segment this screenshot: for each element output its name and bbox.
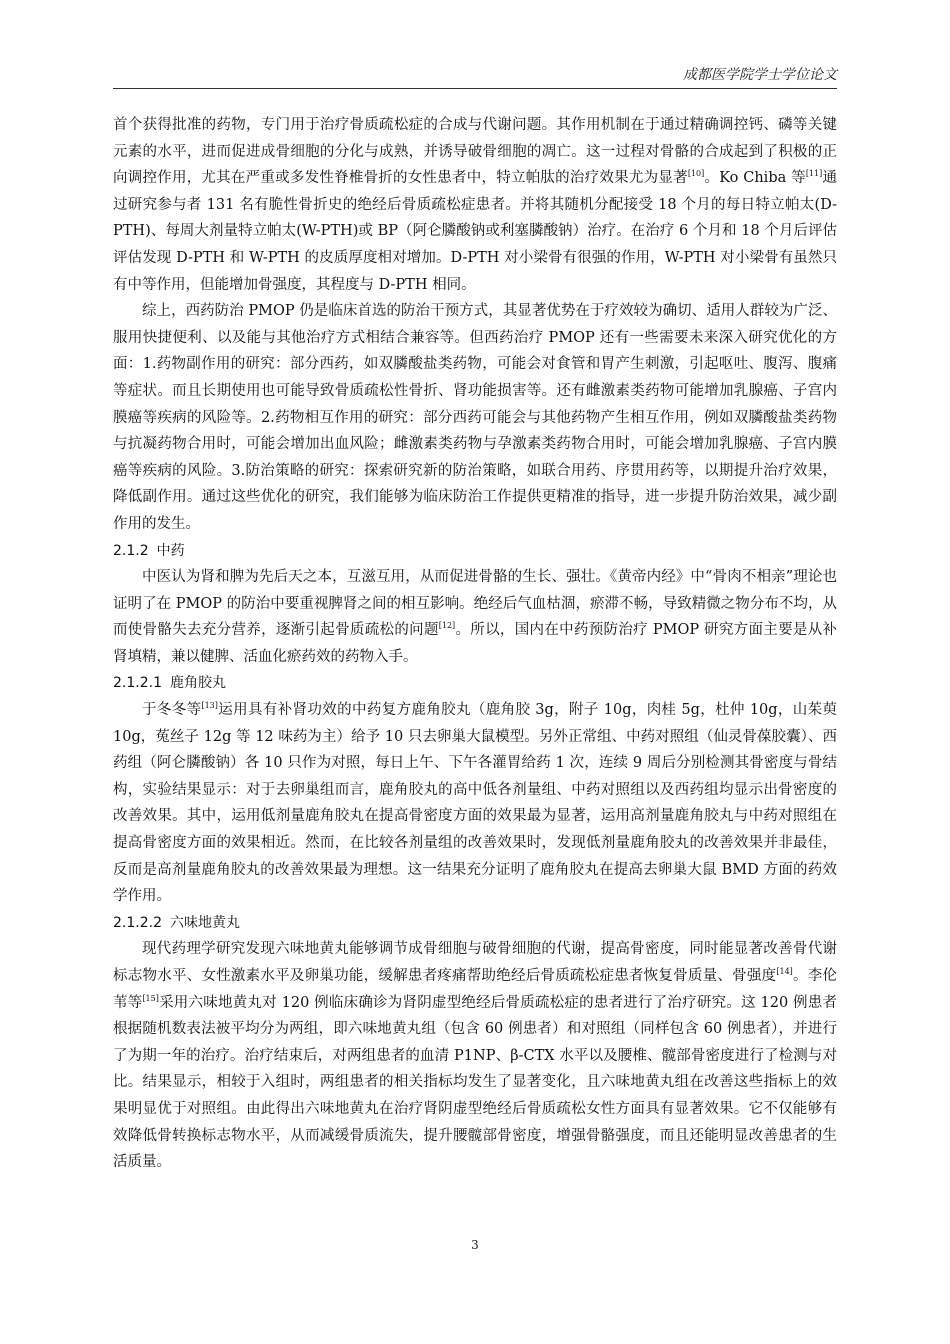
page-number: 3 bbox=[471, 1238, 479, 1252]
running-header: 成都医学院学士学位论文 bbox=[683, 67, 837, 83]
section-title: 中药 bbox=[156, 542, 185, 559]
section-number: 2.1.2.1 bbox=[113, 675, 162, 692]
paragraph-text: 采用六味地黄丸对 120 例临床确诊为肾阴虚型绝经后骨质疏松症的患者进行了治疗研究。这 120 例患者根据随机数表法被平均分为两组，即六味地黄丸组（包含 60 例患者）和对照组（同样包含 60 例患者），并进行了为期一年的治疗。治疗结束后，对两组患者的血清 P1NP、β-CTX 水平以及腰椎、髋部骨密度进行了检测与对比。结果显示，相较于入组时，两组患者的相关指标均发生了显著变化，且六味地黄丸组在改善这些指标上的效果明显优于对照组。由此得出六味地黄丸在治疗肾阴虚型绝经后骨质疏松女性方面具有显著效果。它不仅能够有效降低骨转换标志物水平，从而减缓骨质流失，提升腰髋部骨密度，增强骨骼强度，而且还能明显改善患者的生活质量。 bbox=[113, 994, 837, 1171]
paragraph-text: 通过研究参与者 131 名有脆性骨折史的绝经后骨质疏松症患者。并将其随机分配接受 18 个月的每日特立帕太(D-PTH)、每周大剂量特立帕太(W-PTH)或 BP（阿仑膦酸钠或利塞膦酸钠）治疗。在治疗 6 个月和 18 个月后评估评估发现 D-PTH 和 W-PTH 的皮质厚度相对增加。D-PTH 对小梁骨有很强的作用，W-PTH 对小梁骨有虽然只有中等作用，但能增加骨强度，其程度与 D-PTH 相同。 bbox=[113, 170, 838, 293]
paragraph-text: 于冬冬等 bbox=[142, 702, 202, 719]
citation: [14] bbox=[776, 967, 793, 977]
paragraph-text: 首个获得批准的药物，专门用于治疗骨质疏松症的合成与代谢问题。其作用机制在于通过精确调控钙、磷等关键元素的水平，进而促进成骨细胞的分化与成熟，并诱导破骨细胞的凋亡。这一过程对骨骼的合成起到了积极的正向调控作用，尤其在严重或多发性脊椎骨折的女性患者中，特立帕肽的治疗效果尤为显著 bbox=[113, 117, 837, 187]
document-body bbox=[113, 112, 837, 1176]
section-title: 鹿角胶丸 bbox=[169, 675, 226, 692]
section-number: 2.1.2 bbox=[113, 542, 149, 559]
section-heading-2-1-2 bbox=[113, 538, 837, 565]
paragraph-text: 。李伦苇等 bbox=[113, 968, 838, 1011]
paragraph-summary bbox=[113, 298, 837, 537]
citation: [13] bbox=[201, 701, 218, 711]
paragraph-teriparatide bbox=[113, 112, 837, 298]
section-number: 2.1.2.2 bbox=[113, 914, 162, 931]
paragraph-text: 运用具有补肾功效的中药复方鹿角胶丸（鹿角胶 3g，附子 10g，肉桂 5g，杜仲 10g，山茱萸 10g，菟丝子 12g 等 12 味药为主）给予 10 只去卵巢大鼠模型。另外正常组、中药对照组（仙灵骨葆胶囊）、西药组（阿仑膦酸钠）各 10 只作为对照，每日上午、下午各灌胃给药 1 次，连续 9 周后分别检测其骨密度与骨结构，实验结果显示：对于去卵巢组而言，鹿角胶丸的高中低各剂量组、中药对照组以及西药组均显示出骨密度的改善效果。其中，运用低剂量鹿角胶丸在提高骨密度方面的效果最为显著，运用高剂量鹿角胶丸与中药对照组在提高骨密度方面的效果相近。然而，在比较各剂量组的改善效果时，发现低剂量鹿角胶丸的改善效果并非最佳，反而是高剂量鹿角胶丸的改善效果最为理想。这一结果充分证明了鹿角胶丸在提高去卵巢大鼠 BMD 方面的药效学作用。 bbox=[113, 702, 837, 905]
section-title: 六味地黄丸 bbox=[169, 914, 240, 931]
section-heading-2-1-2-2 bbox=[113, 910, 837, 937]
paragraph-text: 中医认为肾和脾为先后天之本，互滋互用，从而促进骨骼的生长、强壮。《黄帝内经》中“骨肉不相亲”理论也证明了在 PMOP 的防治中要重视脾肾之间的相互影响。绝经后气血枯涸，瘀滞不畅，导致精微之物分布不均，从而使骨骼失去充分营养，逐渐引起骨质疏松的问题 bbox=[113, 569, 837, 639]
paragraph-text: 。所以，国内在中药预防治疗 PMOP 研究方面主要是从补肾填精，兼以健脾、活血化瘀药效的药物入手。 bbox=[113, 622, 837, 665]
citation: [10] bbox=[687, 169, 705, 179]
header-rule bbox=[113, 88, 837, 89]
paragraph-text: 。Ko Chiba 等 bbox=[704, 170, 806, 187]
paragraph-text: 现代药理学研究发现六味地黄丸能够调节成骨细胞与破骨细胞的代谢，提高骨密度，同时能显著改善骨代谢标志物水平、女性激素水平及卵巢功能，缓解患者疼痛帮助绝经后骨质疏松症患者恢复骨质量、骨强度 bbox=[113, 941, 837, 984]
citation: [15] bbox=[142, 993, 159, 1003]
paragraph-text: 综上，西药防治 PMOP 仍是临床首选的防治干预方式，其显著优势在于疗效较为确切、适用人群较为广泛、服用快捷便利、以及能与其他治疗方式相结合兼容等。但西药治疗 PMOP 还有一些需要未来深入研究优化的方面：1.药物副作用的研究：部分西药，如双膦酸盐类药物，可能会对食管和胃产生刺激，引起呕吐、腹泻、腹痛等症状。而且长期使用也可能导致骨质疏松性骨折、肾功能损害等。还有雌激素类药物可能增加乳腺癌、子宫内膜癌等疾病的风险等。2.药物相互作用的研究：部分西药可能会与其他药物产生相互作用，例如双膦酸盐类药物与抗凝药物合用时，可能会增加出血风险；雌激素类药物与孕激素类药物合用时，可能会增加乳腺癌、子宫内膜癌等疾病的风险。3.防治策略的研究：探索研究新的防治策略，如联合用药、序贯用药等，以期提升治疗效果，降低副作用。通过这些优化的研究，我们能够为临床防治工作提供更精准的指导，进一步提升防治效果，减少副作用的发生。 bbox=[113, 303, 837, 532]
paragraph-tcm bbox=[113, 564, 837, 670]
paragraph-liuweidihuangwan bbox=[113, 936, 837, 1175]
citation: [12] bbox=[438, 621, 456, 631]
citation: [11] bbox=[805, 169, 823, 179]
section-heading-2-1-2-1 bbox=[113, 670, 837, 697]
paragraph-lujiaojiaowan bbox=[113, 697, 837, 910]
